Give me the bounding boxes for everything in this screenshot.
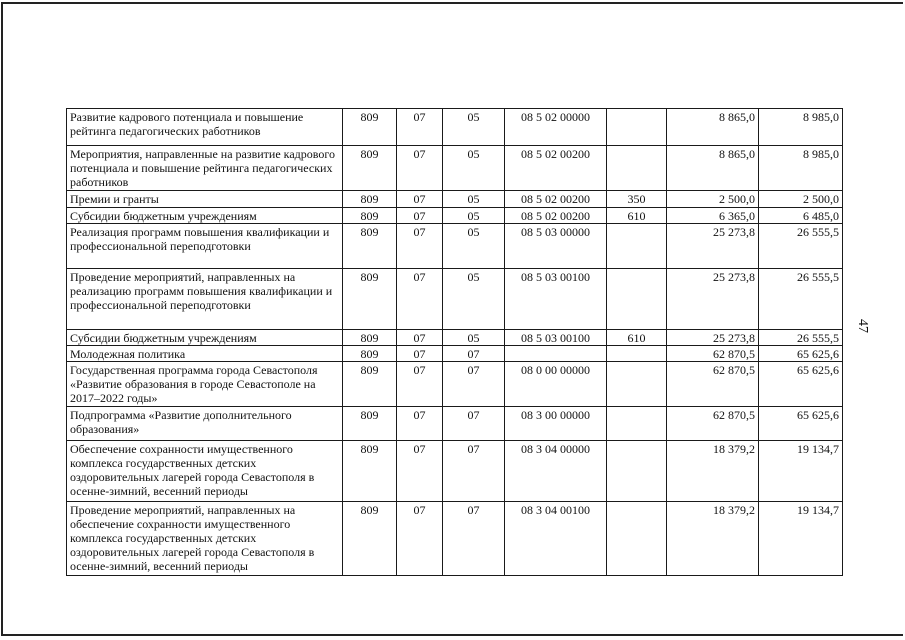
row-grbs: 809: [343, 208, 397, 224]
row-grbs: 809: [343, 502, 397, 576]
row-target-article: 08 5 02 00000: [505, 109, 607, 146]
row-section: 07: [397, 407, 443, 441]
row-expense-type: [607, 407, 667, 441]
table-row: [67, 208, 843, 224]
row-target-article: 08 5 03 00000: [505, 224, 607, 269]
row-section: 07: [397, 441, 443, 502]
row-section: 07: [397, 191, 443, 208]
row-section: 07: [397, 146, 443, 191]
row-grbs: 809: [343, 191, 397, 208]
row-amount-year1: 8 865,0: [667, 146, 759, 191]
row-target-article: 08 0 00 00000: [505, 362, 607, 407]
table-row: [67, 269, 843, 330]
row-target-article: 08 3 04 00000: [505, 441, 607, 502]
row-grbs: 809: [343, 146, 397, 191]
table-row: [67, 407, 843, 441]
table-row: [67, 191, 843, 208]
row-name: Проведение мероприятий, направленных на реализацию программ повышения квалификации и профессиональной переподготовки: [67, 269, 343, 330]
row-name: Субсидии бюджетным учреждениям: [67, 330, 343, 346]
row-amount-year1: 6 365,0: [667, 208, 759, 224]
row-expense-type: [607, 109, 667, 146]
row-target-article: [505, 346, 607, 362]
row-amount-year2: 65 625,6: [759, 362, 843, 407]
row-amount-year1: 8 865,0: [667, 109, 759, 146]
row-amount-year1: 2 500,0: [667, 191, 759, 208]
row-subsection: 05: [443, 269, 505, 330]
row-amount-year2: 26 555,5: [759, 330, 843, 346]
row-name: Премии и гранты: [67, 191, 343, 208]
row-section: 07: [397, 269, 443, 330]
budget-table: [66, 108, 843, 576]
row-amount-year1: 62 870,5: [667, 362, 759, 407]
row-expense-type: [607, 502, 667, 576]
row-amount-year1: 25 273,8: [667, 269, 759, 330]
row-target-article: 08 5 03 00100: [505, 330, 607, 346]
page-number: 47: [855, 319, 870, 333]
row-grbs: 809: [343, 269, 397, 330]
row-expense-type: [607, 146, 667, 191]
row-amount-year1: 25 273,8: [667, 224, 759, 269]
table-row: [67, 502, 843, 576]
row-amount-year2: 2 500,0: [759, 191, 843, 208]
row-grbs: 809: [343, 441, 397, 502]
table-row: [67, 441, 843, 502]
row-amount-year2: 8 985,0: [759, 146, 843, 191]
row-amount-year2: 19 134,7: [759, 441, 843, 502]
row-target-article: 08 5 02 00200: [505, 191, 607, 208]
row-grbs: 809: [343, 109, 397, 146]
row-grbs: 809: [343, 407, 397, 441]
row-section: 07: [397, 224, 443, 269]
row-name: Молодежная политика: [67, 346, 343, 362]
row-subsection: 07: [443, 502, 505, 576]
row-section: 07: [397, 502, 443, 576]
row-amount-year2: 65 625,6: [759, 407, 843, 441]
table-row: [67, 346, 843, 362]
row-name: Проведение мероприятий, направленных на обеспечение сохранности имущественного комплекса государственных детских оздоровительных лагерей города Севастополя в осенне-зимний, весенний периоды: [67, 502, 343, 576]
row-name: Государственная программа города Севастополя «Развитие образования в городе Севастополе на 2017–2022 годы»: [67, 362, 343, 407]
row-expense-type: 610: [607, 208, 667, 224]
table-row: [67, 109, 843, 146]
row-section: 07: [397, 330, 443, 346]
row-name: Обеспечение сохранности имущественного комплекса государственных детских оздоровительных лагерей города Севастополя в осенне-зимний, весенний периоды: [67, 441, 343, 502]
row-amount-year2: 19 134,7: [759, 502, 843, 576]
row-target-article: 08 5 03 00100: [505, 269, 607, 330]
row-name: Подпрограмма «Развитие дополнительного образования»: [67, 407, 343, 441]
row-grbs: 809: [343, 330, 397, 346]
row-grbs: 809: [343, 362, 397, 407]
row-expense-type: [607, 441, 667, 502]
row-name: Реализация программ повышения квалификации и профессиональной переподготовки: [67, 224, 343, 269]
row-amount-year2: 26 555,5: [759, 269, 843, 330]
row-section: 07: [397, 109, 443, 146]
row-subsection: 05: [443, 109, 505, 146]
row-subsection: 05: [443, 208, 505, 224]
row-subsection: 07: [443, 362, 505, 407]
row-expense-type: 610: [607, 330, 667, 346]
row-subsection: 07: [443, 441, 505, 502]
row-amount-year1: 18 379,2: [667, 441, 759, 502]
row-expense-type: 350: [607, 191, 667, 208]
row-target-article: 08 3 04 00100: [505, 502, 607, 576]
table-row: [67, 146, 843, 191]
row-expense-type: [607, 269, 667, 330]
row-expense-type: [607, 346, 667, 362]
row-expense-type: [607, 362, 667, 407]
row-expense-type: [607, 224, 667, 269]
row-subsection: 05: [443, 224, 505, 269]
row-amount-year1: 62 870,5: [667, 346, 759, 362]
row-amount-year2: 26 555,5: [759, 224, 843, 269]
row-amount-year2: 6 485,0: [759, 208, 843, 224]
row-target-article: 08 5 02 00200: [505, 146, 607, 191]
row-section: 07: [397, 346, 443, 362]
row-subsection: 07: [443, 407, 505, 441]
row-section: 07: [397, 208, 443, 224]
row-subsection: 05: [443, 191, 505, 208]
row-section: 07: [397, 362, 443, 407]
row-subsection: 05: [443, 330, 505, 346]
row-target-article: 08 5 02 00200: [505, 208, 607, 224]
row-target-article: 08 3 00 00000: [505, 407, 607, 441]
row-amount-year2: 8 985,0: [759, 109, 843, 146]
row-grbs: 809: [343, 346, 397, 362]
table-row: [67, 330, 843, 346]
row-amount-year1: 62 870,5: [667, 407, 759, 441]
row-name: Мероприятия, направленные на развитие кадрового потенциала и повышение рейтинга педагогических работников: [67, 146, 343, 191]
row-subsection: 05: [443, 146, 505, 191]
row-name: Развитие кадрового потенциала и повышение рейтинга педагогических работников: [67, 109, 343, 146]
row-amount-year2: 65 625,6: [759, 346, 843, 362]
row-name: Субсидии бюджетным учреждениям: [67, 208, 343, 224]
row-grbs: 809: [343, 224, 397, 269]
table-row: [67, 224, 843, 269]
row-subsection: 07: [443, 346, 505, 362]
table-row: [67, 362, 843, 407]
row-amount-year1: 18 379,2: [667, 502, 759, 576]
row-amount-year1: 25 273,8: [667, 330, 759, 346]
